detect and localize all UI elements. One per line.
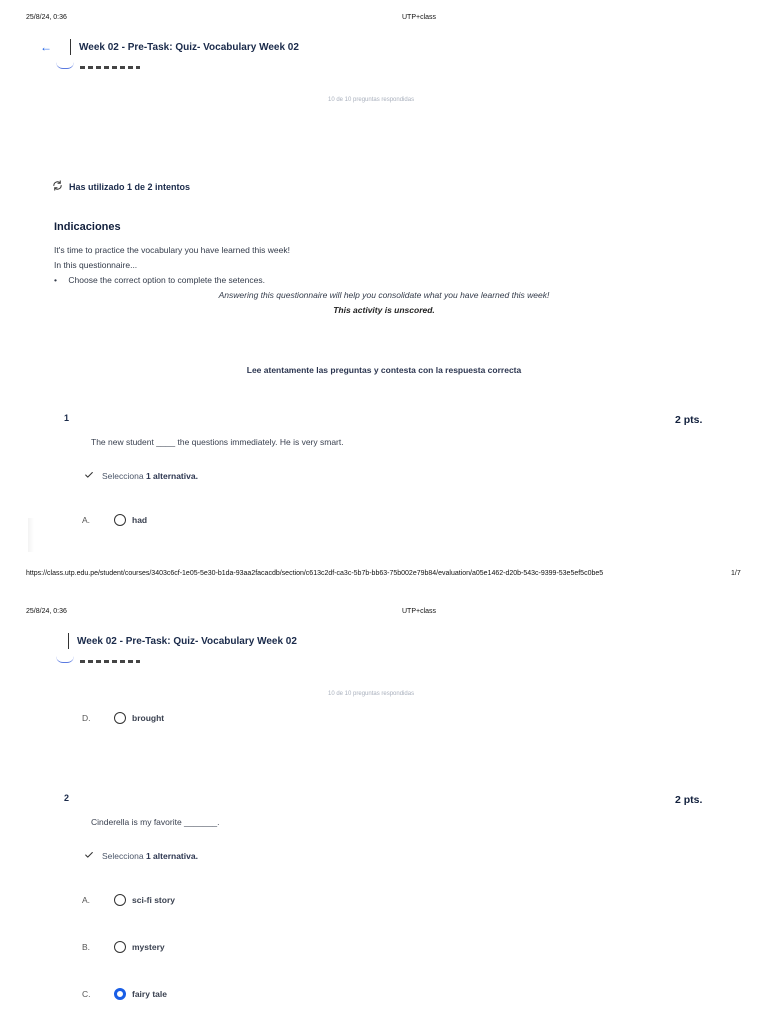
progress-counter: 10 de 10 preguntas respondidas — [328, 97, 415, 103]
print-date: 25/8/24, 0:36 — [26, 14, 67, 21]
question-2-option-a[interactable] — [82, 894, 175, 906]
indications-title: Indicaciones — [54, 221, 121, 233]
select-hint-prefix: Selecciona — [102, 471, 144, 481]
question-1-number: 1 — [64, 413, 70, 423]
indications-italic-line: Answering this questionnaire will help you consolidate what you have learned this week! — [218, 290, 550, 300]
radio-button[interactable] — [114, 712, 126, 724]
clipped-progress-icon — [56, 656, 74, 663]
bullet-text: Choose the correct option to complete the setences. — [68, 275, 265, 285]
question-1-option-d[interactable] — [82, 712, 164, 724]
question-1-option-a[interactable] — [82, 514, 147, 526]
check-icon — [84, 470, 94, 482]
indications-bullet — [54, 275, 265, 285]
select-hint-count: 1 alternativa. — [145, 851, 198, 861]
question-2-option-c[interactable] — [82, 988, 167, 1000]
print-footer-page: 1/7 — [731, 570, 741, 577]
select-hint-text — [102, 851, 198, 861]
check-icon — [84, 850, 94, 862]
refresh-icon — [52, 180, 63, 193]
indications-unscored: This activity is unscored. — [333, 305, 435, 315]
question-2-points: 2 pts. — [675, 794, 703, 806]
quiz-title: Week 02 - Pre-Task: Quiz- Vocabulary Week 02 — [77, 635, 297, 647]
quiz-header — [68, 633, 297, 649]
quiz-title: Week 02 - Pre-Task: Quiz- Vocabulary Week 02 — [79, 41, 299, 53]
option-letter: A. — [82, 515, 91, 525]
option-label: sci-fi story — [132, 895, 175, 905]
option-letter: A. — [82, 895, 91, 905]
question-2-option-b[interactable] — [82, 941, 165, 953]
instruction-text: Lee atentamente las preguntas y contesta con la respuesta correcta — [246, 365, 522, 375]
option-label: had — [132, 515, 148, 525]
question-1-text: The new student ____ the questions immediately. He is very smart. — [91, 437, 344, 447]
left-edge-shadow — [28, 518, 34, 552]
radio-button-selected[interactable] — [114, 988, 126, 1000]
bullet-dot: • — [54, 275, 57, 285]
option-label: fairy tale — [132, 989, 167, 999]
back-arrow-icon[interactable]: ← — [40, 40, 52, 54]
question-2-select-hint — [84, 850, 198, 862]
question-1-points: 2 pts. — [675, 414, 703, 426]
print-site-title: UTP+class — [402, 14, 437, 21]
select-hint-count: 1 alternativa. — [145, 471, 198, 481]
select-hint-prefix: Selecciona — [102, 851, 144, 861]
header-divider — [68, 633, 69, 649]
attempts-info — [52, 180, 190, 193]
radio-button[interactable] — [114, 514, 126, 526]
indications-line-2: In this questionnaire... — [54, 260, 138, 270]
header-divider — [70, 39, 71, 55]
attempts-text: Has utilizado 1 de 2 intentos — [69, 181, 191, 192]
question-2-number: 2 — [64, 793, 70, 803]
print-site-title: UTP+class — [402, 608, 437, 615]
clipped-header-text — [80, 66, 140, 69]
option-letter: D. — [82, 713, 91, 723]
print-date: 25/8/24, 0:36 — [26, 608, 67, 615]
clipped-progress-icon — [56, 62, 74, 69]
option-label: brought — [132, 713, 165, 723]
select-hint-text — [102, 471, 198, 481]
question-1-select-hint — [84, 470, 198, 482]
print-footer-url: https://class.utp.edu.pe/student/courses/3403c6cf-1e05-5e30-b1da-93aa2facacdb/section/c613c2df-ca3c-5b7b-bb63-75b002e79b84/evaluation/a05e1462-d20b-543c-9399-53e5ef5c0be5 — [26, 570, 604, 577]
quiz-header — [40, 39, 299, 55]
option-letter: B. — [82, 942, 91, 952]
clipped-header-text — [80, 660, 140, 663]
progress-counter: 10 de 10 preguntas respondidas — [328, 691, 415, 697]
option-label: mystery — [132, 942, 165, 952]
indications-line-1: It's time to practice the vocabulary you have learned this week! — [54, 245, 290, 255]
question-2-text: Cinderella is my favorite _______. — [91, 817, 220, 827]
radio-button[interactable] — [114, 894, 126, 906]
option-letter: C. — [82, 989, 91, 999]
radio-button[interactable] — [114, 941, 126, 953]
